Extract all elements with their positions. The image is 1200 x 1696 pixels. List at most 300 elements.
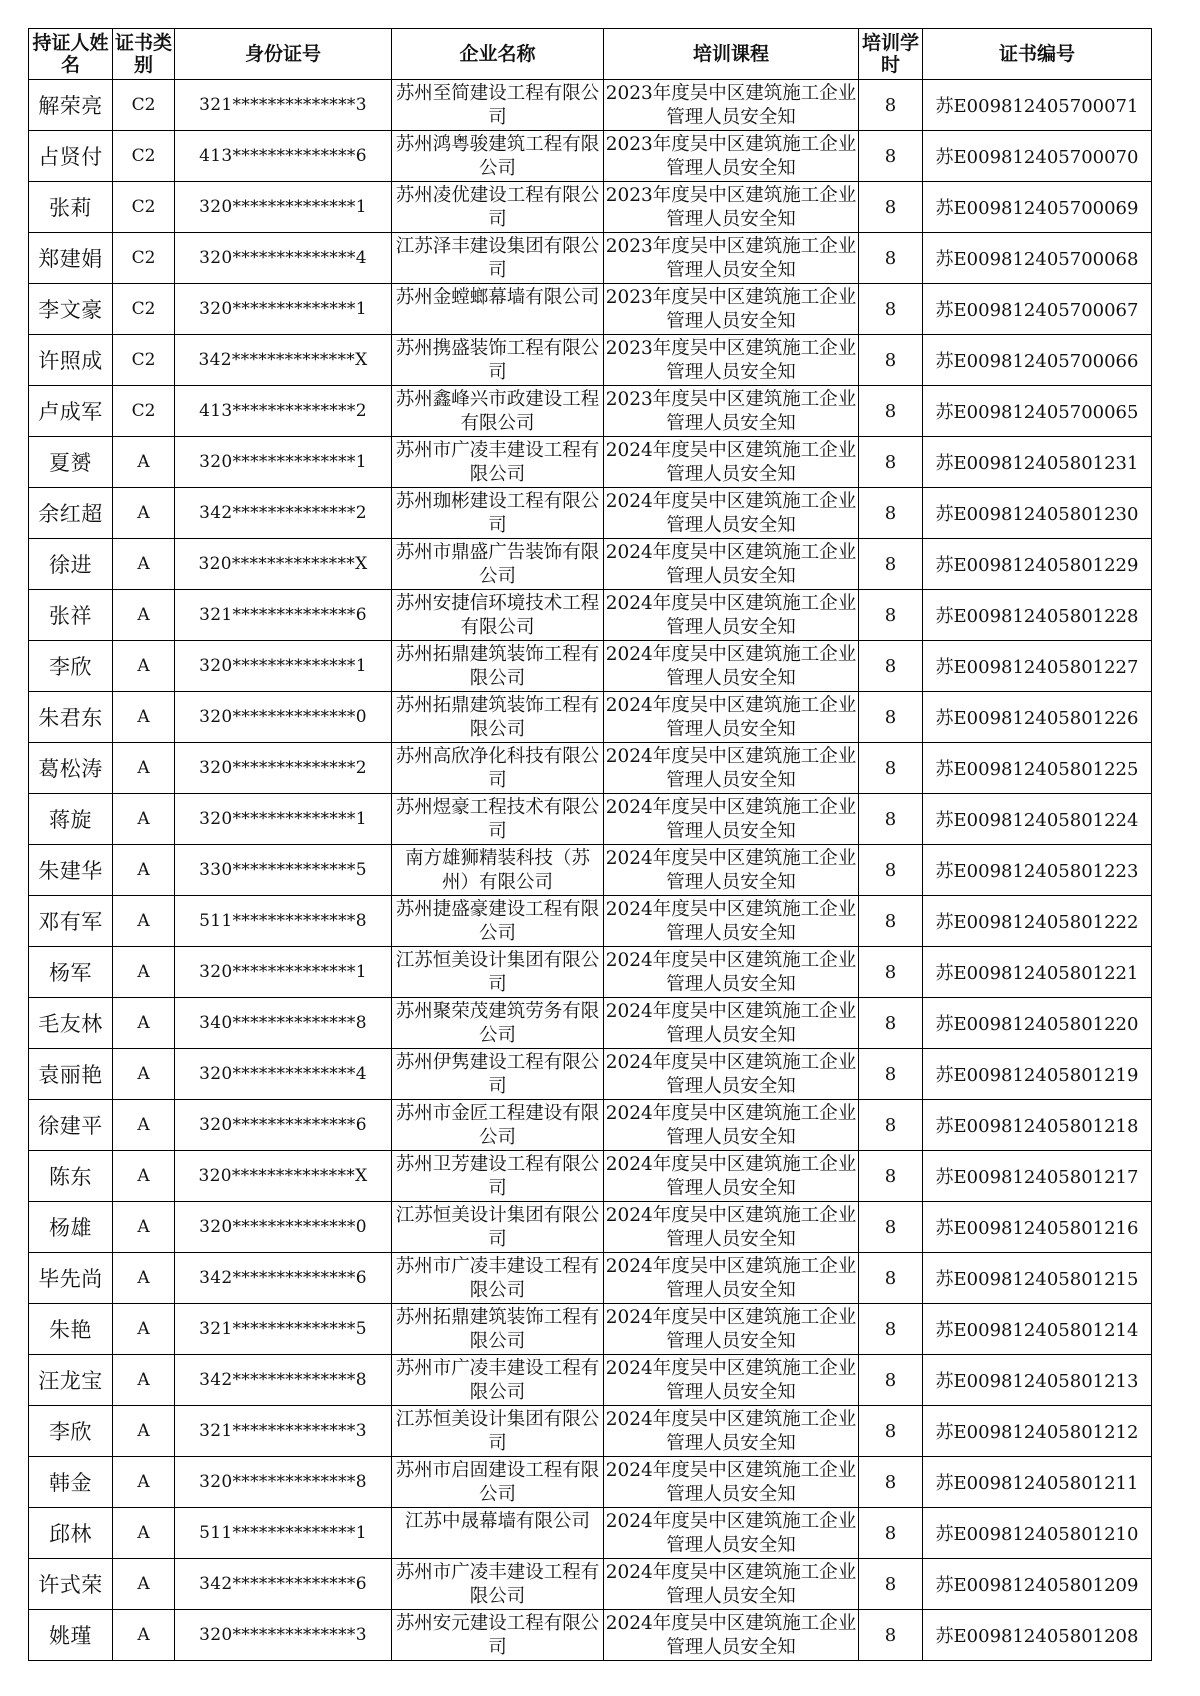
company-cell-text: 苏州安捷信环境技术工程有限公司 xyxy=(395,593,600,638)
cert-no-cell: 苏E009812405801212 xyxy=(923,1406,1152,1457)
cert-no-cell: 苏E009812405801211 xyxy=(923,1457,1152,1508)
course-cell-text: 2023年度吴中区建筑施工企业管理人员安全知 xyxy=(605,236,857,281)
header-row xyxy=(29,29,1152,80)
company-cell xyxy=(392,1355,604,1406)
table-row xyxy=(29,590,1152,641)
course-cell xyxy=(604,947,859,998)
course-cell-text: 2024年度吴中区建筑施工企业管理人员安全知 xyxy=(605,1460,857,1505)
company-cell xyxy=(392,947,604,998)
hours-cell: 8 xyxy=(859,80,923,131)
cert-no-cell: 苏E009812405801209 xyxy=(923,1559,1152,1610)
course-cell-text: 2024年度吴中区建筑施工企业管理人员安全知 xyxy=(605,848,857,893)
course-cell-text: 2024年度吴中区建筑施工企业管理人员安全知 xyxy=(605,899,857,944)
company-cell xyxy=(392,845,604,896)
table-row xyxy=(29,1355,1152,1406)
id-number-cell: 413**************6 xyxy=(175,131,392,182)
table-row xyxy=(29,692,1152,743)
hours-cell: 8 xyxy=(859,998,923,1049)
holder-name-cell: 徐进 xyxy=(29,539,113,590)
id-number-cell: 511**************8 xyxy=(175,896,392,947)
table-row xyxy=(29,1202,1152,1253)
holder-name-cell: 毕先尚 xyxy=(29,1253,113,1304)
course-cell xyxy=(604,692,859,743)
hours-cell: 8 xyxy=(859,1049,923,1100)
holder-name-cell: 张莉 xyxy=(29,182,113,233)
header-cert-no: 证书编号 xyxy=(923,29,1152,80)
hours-cell: 8 xyxy=(859,896,923,947)
category-cell: A xyxy=(113,1049,175,1100)
header-company: 企业名称 xyxy=(392,29,604,80)
id-number-cell: 342**************6 xyxy=(175,1559,392,1610)
cert-no-cell: 苏E009812405801210 xyxy=(923,1508,1152,1559)
category-cell: A xyxy=(113,794,175,845)
holder-name-cell: 葛松涛 xyxy=(29,743,113,794)
course-cell-text: 2024年度吴中区建筑施工企业管理人员安全知 xyxy=(605,1511,857,1556)
course-cell-text: 2024年度吴中区建筑施工企业管理人员安全知 xyxy=(605,1052,857,1097)
course-cell xyxy=(604,386,859,437)
course-cell-text: 2024年度吴中区建筑施工企业管理人员安全知 xyxy=(605,593,857,638)
holder-name-cell: 夏赟 xyxy=(29,437,113,488)
holder-name-cell: 张祥 xyxy=(29,590,113,641)
cert-no-cell: 苏E009812405801219 xyxy=(923,1049,1152,1100)
course-cell xyxy=(604,1508,859,1559)
company-cell xyxy=(392,488,604,539)
company-cell xyxy=(392,233,604,284)
hours-cell: 8 xyxy=(859,131,923,182)
company-cell xyxy=(392,1406,604,1457)
cert-no-cell: 苏E009812405801216 xyxy=(923,1202,1152,1253)
cert-no-cell: 苏E009812405801214 xyxy=(923,1304,1152,1355)
id-number-cell: 320**************1 xyxy=(175,437,392,488)
company-cell xyxy=(392,1508,604,1559)
id-number-cell: 342**************X xyxy=(175,335,392,386)
holder-name-cell: 朱艳 xyxy=(29,1304,113,1355)
course-cell-text: 2024年度吴中区建筑施工企业管理人员安全知 xyxy=(605,440,857,485)
table-row xyxy=(29,794,1152,845)
id-number-cell: 320**************3 xyxy=(175,1610,392,1661)
course-cell xyxy=(604,437,859,488)
course-cell-text: 2023年度吴中区建筑施工企业管理人员安全知 xyxy=(605,134,857,179)
cert-no-cell: 苏E009812405700069 xyxy=(923,182,1152,233)
id-number-cell: 321**************3 xyxy=(175,1406,392,1457)
company-cell-text: 苏州安元建设工程有限公司 xyxy=(395,1613,600,1658)
category-cell: C2 xyxy=(113,182,175,233)
hours-cell: 8 xyxy=(859,1610,923,1661)
course-cell xyxy=(604,641,859,692)
id-number-cell: 321**************3 xyxy=(175,80,392,131)
company-cell xyxy=(392,1100,604,1151)
cert-no-cell: 苏E009812405700066 xyxy=(923,335,1152,386)
company-cell-text: 苏州伊隽建设工程有限公司 xyxy=(395,1052,600,1097)
company-cell xyxy=(392,1559,604,1610)
course-cell-text: 2024年度吴中区建筑施工企业管理人员安全知 xyxy=(605,1205,857,1250)
table-header xyxy=(29,29,1152,80)
hours-cell: 8 xyxy=(859,233,923,284)
id-number-cell: 320**************8 xyxy=(175,1457,392,1508)
holder-name-cell: 邓有军 xyxy=(29,896,113,947)
company-cell-text: 苏州携盛装饰工程有限公司 xyxy=(395,338,600,383)
table-row xyxy=(29,1304,1152,1355)
course-cell-text: 2024年度吴中区建筑施工企业管理人员安全知 xyxy=(605,542,857,587)
category-cell: A xyxy=(113,1610,175,1661)
table-row xyxy=(29,947,1152,998)
category-cell: A xyxy=(113,998,175,1049)
company-cell xyxy=(392,641,604,692)
holder-name-cell: 许照成 xyxy=(29,335,113,386)
id-number-cell: 342**************6 xyxy=(175,1253,392,1304)
cert-no-cell: 苏E009812405801223 xyxy=(923,845,1152,896)
header-category: 证书类别 xyxy=(113,29,175,80)
company-cell xyxy=(392,1304,604,1355)
course-cell xyxy=(604,998,859,1049)
holder-name-cell: 卢成军 xyxy=(29,386,113,437)
holder-name-cell: 毛友林 xyxy=(29,998,113,1049)
course-cell-text: 2024年度吴中区建筑施工企业管理人员安全知 xyxy=(605,695,857,740)
id-number-cell: 320**************1 xyxy=(175,947,392,998)
hours-cell: 8 xyxy=(859,794,923,845)
holder-name-cell: 徐建平 xyxy=(29,1100,113,1151)
category-cell: A xyxy=(113,845,175,896)
cert-no-cell: 苏E009812405700071 xyxy=(923,80,1152,131)
course-cell-text: 2024年度吴中区建筑施工企业管理人员安全知 xyxy=(605,797,857,842)
category-cell: A xyxy=(113,437,175,488)
cert-no-cell: 苏E009812405801230 xyxy=(923,488,1152,539)
holder-name-cell: 李欣 xyxy=(29,1406,113,1457)
company-cell xyxy=(392,182,604,233)
hours-cell: 8 xyxy=(859,845,923,896)
course-cell-text: 2023年度吴中区建筑施工企业管理人员安全知 xyxy=(605,185,857,230)
id-number-cell: 320**************0 xyxy=(175,1202,392,1253)
holder-name-cell: 朱建华 xyxy=(29,845,113,896)
hours-cell: 8 xyxy=(859,1100,923,1151)
header-id-number: 身份证号 xyxy=(175,29,392,80)
company-cell-text: 江苏泽丰建设集团有限公司 xyxy=(395,236,600,281)
category-cell: A xyxy=(113,590,175,641)
course-cell-text: 2024年度吴中区建筑施工企业管理人员安全知 xyxy=(605,1154,857,1199)
course-cell-text: 2024年度吴中区建筑施工企业管理人员安全知 xyxy=(605,1409,857,1454)
hours-cell: 8 xyxy=(859,437,923,488)
holder-name-cell: 袁丽艳 xyxy=(29,1049,113,1100)
hours-cell: 8 xyxy=(859,1202,923,1253)
cert-no-cell: 苏E009812405801227 xyxy=(923,641,1152,692)
cert-no-cell: 苏E009812405801213 xyxy=(923,1355,1152,1406)
company-cell-text: 苏州市广凌丰建设工程有限公司 xyxy=(395,1358,600,1403)
hours-cell: 8 xyxy=(859,1406,923,1457)
company-cell-text: 南方雄狮精装科技（苏州）有限公司 xyxy=(404,848,590,893)
company-cell-text: 苏州捷盛豪建设工程有限公司 xyxy=(395,899,600,944)
company-cell xyxy=(392,437,604,488)
course-cell xyxy=(604,1610,859,1661)
category-cell: A xyxy=(113,1202,175,1253)
hours-cell: 8 xyxy=(859,1304,923,1355)
category-cell: C2 xyxy=(113,80,175,131)
cert-no-cell: 苏E009812405801215 xyxy=(923,1253,1152,1304)
cert-no-cell: 苏E009812405700068 xyxy=(923,233,1152,284)
category-cell: A xyxy=(113,1253,175,1304)
course-cell-text: 2023年度吴中区建筑施工企业管理人员安全知 xyxy=(605,389,857,434)
course-cell-text: 2024年度吴中区建筑施工企业管理人员安全知 xyxy=(605,746,857,791)
company-cell xyxy=(392,743,604,794)
holder-name-cell: 姚瑾 xyxy=(29,1610,113,1661)
course-cell xyxy=(604,743,859,794)
course-cell-text: 2023年度吴中区建筑施工企业管理人员安全知 xyxy=(605,83,857,128)
id-number-cell: 321**************6 xyxy=(175,590,392,641)
table-row xyxy=(29,182,1152,233)
category-cell: A xyxy=(113,1457,175,1508)
category-cell: A xyxy=(113,692,175,743)
company-cell-text: 苏州市启固建设工程有限公司 xyxy=(395,1460,600,1505)
table-row xyxy=(29,1457,1152,1508)
category-cell: A xyxy=(113,1100,175,1151)
header-course: 培训课程 xyxy=(604,29,859,80)
category-cell: A xyxy=(113,896,175,947)
cert-no-cell: 苏E009812405801221 xyxy=(923,947,1152,998)
course-cell xyxy=(604,1049,859,1100)
company-cell xyxy=(392,692,604,743)
holder-name-cell: 李欣 xyxy=(29,641,113,692)
cert-no-cell: 苏E009812405801226 xyxy=(923,692,1152,743)
course-cell xyxy=(604,1355,859,1406)
cert-no-cell: 苏E009812405700070 xyxy=(923,131,1152,182)
id-number-cell: 320**************1 xyxy=(175,182,392,233)
hours-cell: 8 xyxy=(859,386,923,437)
category-cell: C2 xyxy=(113,335,175,386)
course-cell xyxy=(604,284,859,335)
hours-cell: 8 xyxy=(859,284,923,335)
table-row xyxy=(29,896,1152,947)
company-cell xyxy=(392,335,604,386)
company-cell-text: 苏州鑫峰兴市政建设工程有限公司 xyxy=(395,389,600,434)
category-cell: C2 xyxy=(113,233,175,284)
course-cell-text: 2024年度吴中区建筑施工企业管理人员安全知 xyxy=(605,1103,857,1148)
course-cell xyxy=(604,131,859,182)
id-number-cell: 511**************1 xyxy=(175,1508,392,1559)
course-cell xyxy=(604,845,859,896)
hours-cell: 8 xyxy=(859,539,923,590)
id-number-cell: 320**************4 xyxy=(175,233,392,284)
holder-name-cell: 邱林 xyxy=(29,1508,113,1559)
holder-name-cell: 杨雄 xyxy=(29,1202,113,1253)
hours-cell: 8 xyxy=(859,947,923,998)
company-cell xyxy=(392,1049,604,1100)
cert-no-cell: 苏E009812405801224 xyxy=(923,794,1152,845)
company-cell-text: 苏州市金匠工程建设有限公司 xyxy=(395,1103,600,1148)
hours-cell: 8 xyxy=(859,692,923,743)
company-cell-text: 苏州拓鼎建筑装饰工程有限公司 xyxy=(395,695,600,740)
course-cell xyxy=(604,1406,859,1457)
course-cell-text: 2023年度吴中区建筑施工企业管理人员安全知 xyxy=(605,338,857,383)
id-number-cell: 320**************1 xyxy=(175,641,392,692)
company-cell xyxy=(392,539,604,590)
table-row xyxy=(29,80,1152,131)
hours-cell: 8 xyxy=(859,182,923,233)
course-cell xyxy=(604,1559,859,1610)
course-cell xyxy=(604,1202,859,1253)
table-row xyxy=(29,335,1152,386)
table-row xyxy=(29,845,1152,896)
category-cell: A xyxy=(113,947,175,998)
cert-no-cell: 苏E009812405801229 xyxy=(923,539,1152,590)
hours-cell: 8 xyxy=(859,335,923,386)
table-row xyxy=(29,233,1152,284)
table-row xyxy=(29,1559,1152,1610)
company-cell xyxy=(392,1151,604,1202)
table-row xyxy=(29,641,1152,692)
category-cell: A xyxy=(113,743,175,794)
category-cell: A xyxy=(113,641,175,692)
hours-cell: 8 xyxy=(859,1253,923,1304)
id-number-cell: 321**************5 xyxy=(175,1304,392,1355)
holder-name-cell: 李文豪 xyxy=(29,284,113,335)
table-body xyxy=(29,80,1152,1661)
company-cell xyxy=(392,1457,604,1508)
course-cell-text: 2024年度吴中区建筑施工企业管理人员安全知 xyxy=(605,1307,857,1352)
header-holder: 持证人姓名 xyxy=(29,29,113,80)
table-row xyxy=(29,488,1152,539)
company-cell xyxy=(392,386,604,437)
holder-name-cell: 占贤付 xyxy=(29,131,113,182)
table-row xyxy=(29,1610,1152,1661)
header-hours: 培训学时 xyxy=(859,29,923,80)
company-cell xyxy=(392,794,604,845)
course-cell-text: 2024年度吴中区建筑施工企业管理人员安全知 xyxy=(605,950,857,995)
course-cell xyxy=(604,182,859,233)
category-cell: A xyxy=(113,1151,175,1202)
table-row xyxy=(29,1508,1152,1559)
category-cell: A xyxy=(113,1559,175,1610)
hours-cell: 8 xyxy=(859,1355,923,1406)
holder-name-cell: 解荣亮 xyxy=(29,80,113,131)
id-number-cell: 342**************8 xyxy=(175,1355,392,1406)
holder-name-cell: 蒋旋 xyxy=(29,794,113,845)
company-cell-text: 苏州鸿粤骏建筑工程有限公司 xyxy=(395,134,600,179)
company-cell-text: 江苏恒美设计集团有限公司 xyxy=(395,1205,600,1250)
course-cell xyxy=(604,488,859,539)
course-cell-text: 2024年度吴中区建筑施工企业管理人员安全知 xyxy=(605,644,857,689)
company-cell xyxy=(392,284,604,335)
company-cell-text: 苏州市广凌丰建设工程有限公司 xyxy=(395,440,600,485)
company-cell xyxy=(392,80,604,131)
certificate-table xyxy=(28,28,1152,1661)
cert-no-cell: 苏E009812405801217 xyxy=(923,1151,1152,1202)
table-row xyxy=(29,539,1152,590)
company-cell-text: 苏州拓鼎建筑装饰工程有限公司 xyxy=(395,644,600,689)
company-cell-text: 苏州卫芳建设工程有限公司 xyxy=(395,1154,600,1199)
category-cell: A xyxy=(113,488,175,539)
company-cell-text: 苏州拓鼎建筑装饰工程有限公司 xyxy=(395,1307,600,1352)
category-cell: A xyxy=(113,1508,175,1559)
table-row xyxy=(29,1049,1152,1100)
course-cell-text: 2024年度吴中区建筑施工企业管理人员安全知 xyxy=(605,491,857,536)
hours-cell: 8 xyxy=(859,488,923,539)
company-cell xyxy=(392,1202,604,1253)
category-cell: C2 xyxy=(113,131,175,182)
holder-name-cell: 杨军 xyxy=(29,947,113,998)
course-cell xyxy=(604,233,859,284)
table-row xyxy=(29,437,1152,488)
cert-no-cell: 苏E009812405801228 xyxy=(923,590,1152,641)
company-cell-text: 江苏恒美设计集团有限公司 xyxy=(395,950,600,995)
id-number-cell: 320**************1 xyxy=(175,794,392,845)
table-row xyxy=(29,386,1152,437)
table-row xyxy=(29,998,1152,1049)
course-cell xyxy=(604,590,859,641)
course-cell-text: 2024年度吴中区建筑施工企业管理人员安全知 xyxy=(605,1256,857,1301)
hours-cell: 8 xyxy=(859,1457,923,1508)
company-cell-text: 苏州珈彬建设工程有限公司 xyxy=(395,491,600,536)
id-number-cell: 320**************4 xyxy=(175,1049,392,1100)
course-cell xyxy=(604,335,859,386)
company-cell-text: 江苏恒美设计集团有限公司 xyxy=(395,1409,600,1454)
table-row xyxy=(29,131,1152,182)
cert-no-cell: 苏E009812405700067 xyxy=(923,284,1152,335)
id-number-cell: 330**************5 xyxy=(175,845,392,896)
holder-name-cell: 汪龙宝 xyxy=(29,1355,113,1406)
hours-cell: 8 xyxy=(859,1508,923,1559)
company-cell-text: 苏州金螳螂幕墙有限公司 xyxy=(395,287,600,308)
course-cell-text: 2023年度吴中区建筑施工企业管理人员安全知 xyxy=(605,287,857,332)
company-cell xyxy=(392,590,604,641)
company-cell-text: 苏州聚荣茂建筑劳务有限公司 xyxy=(395,1001,600,1046)
category-cell: A xyxy=(113,1355,175,1406)
category-cell: C2 xyxy=(113,284,175,335)
table-row xyxy=(29,743,1152,794)
course-cell-text: 2024年度吴中区建筑施工企业管理人员安全知 xyxy=(605,1562,857,1607)
company-cell xyxy=(392,896,604,947)
course-cell xyxy=(604,539,859,590)
holder-name-cell: 陈东 xyxy=(29,1151,113,1202)
hours-cell: 8 xyxy=(859,1151,923,1202)
hours-cell: 8 xyxy=(859,1559,923,1610)
course-cell xyxy=(604,1100,859,1151)
table-row xyxy=(29,1253,1152,1304)
company-cell xyxy=(392,131,604,182)
cert-no-cell: 苏E009812405801222 xyxy=(923,896,1152,947)
category-cell: A xyxy=(113,539,175,590)
holder-name-cell: 许式荣 xyxy=(29,1559,113,1610)
id-number-cell: 340**************8 xyxy=(175,998,392,1049)
cert-no-cell: 苏E009812405801220 xyxy=(923,998,1152,1049)
holder-name-cell: 余红超 xyxy=(29,488,113,539)
company-cell xyxy=(392,998,604,1049)
id-number-cell: 320**************2 xyxy=(175,743,392,794)
id-number-cell: 320**************X xyxy=(175,539,392,590)
course-cell xyxy=(604,1304,859,1355)
category-cell: A xyxy=(113,1304,175,1355)
cert-no-cell: 苏E009812405700065 xyxy=(923,386,1152,437)
company-cell-text: 苏州至简建设工程有限公司 xyxy=(395,83,600,128)
cert-no-cell: 苏E009812405801231 xyxy=(923,437,1152,488)
company-cell-text: 苏州高欣净化科技有限公司 xyxy=(395,746,600,791)
company-cell-text: 江苏中晟幕墙有限公司 xyxy=(404,1511,590,1532)
hours-cell: 8 xyxy=(859,590,923,641)
company-cell-text: 苏州凌优建设工程有限公司 xyxy=(395,185,600,230)
category-cell: C2 xyxy=(113,386,175,437)
course-cell xyxy=(604,1151,859,1202)
id-number-cell: 320**************X xyxy=(175,1151,392,1202)
id-number-cell: 342**************2 xyxy=(175,488,392,539)
cert-no-cell: 苏E009812405801225 xyxy=(923,743,1152,794)
company-cell-text: 苏州市广凌丰建设工程有限公司 xyxy=(395,1562,600,1607)
table-row xyxy=(29,284,1152,335)
company-cell xyxy=(392,1253,604,1304)
table-row xyxy=(29,1406,1152,1457)
hours-cell: 8 xyxy=(859,743,923,794)
holder-name-cell: 韩金 xyxy=(29,1457,113,1508)
company-cell-text: 苏州煜豪工程技术有限公司 xyxy=(395,797,600,842)
course-cell xyxy=(604,896,859,947)
company-cell xyxy=(392,1610,604,1661)
